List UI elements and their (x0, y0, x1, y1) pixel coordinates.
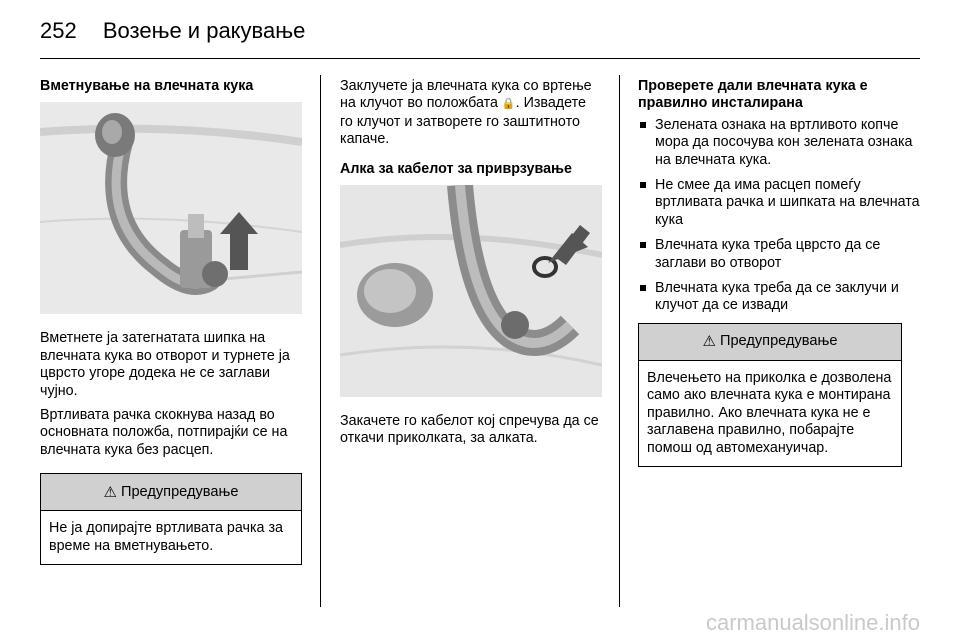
list-item (638, 177, 920, 229)
warning-title-text: Предупредување (120, 483, 239, 500)
check-list (638, 117, 920, 315)
list-item (638, 237, 920, 272)
paragraph-insert-2: Вртливата рачка скокнува назад во основната положба, потпирајќи се на влечната кука без расцеп. (40, 407, 288, 458)
header-rule (40, 58, 920, 59)
paragraph-remove-key: Извадете го клучот и затворете го заштитното капаче. (340, 95, 586, 148)
warning-box-1 (40, 473, 302, 565)
paragraph-lock-text: Заклучете ја влечната кука со вртење на клучот во положбата (340, 78, 592, 112)
paragraph-attach-cable: Закачете го кабелот кој спречува да се откачи приколката, за алката. (340, 413, 599, 447)
warning-icon: ⚠ (103, 483, 117, 501)
page-number: 252 (40, 18, 77, 43)
column-2 (340, 78, 602, 455)
column-1 (40, 78, 302, 565)
list-item (638, 280, 920, 315)
bullet-square-icon (640, 285, 646, 291)
bullet-square-icon (640, 122, 646, 128)
figure-tow-hook-insertion (40, 102, 302, 314)
page-header (40, 18, 305, 44)
paragraph-lock-end: . (515, 95, 520, 112)
warning-title (41, 474, 301, 511)
list-item-text: Не смее да има расцеп помеѓу вртливата рачка и шипката на влечната кука (655, 177, 920, 228)
column-3 (638, 78, 920, 467)
lock-position-icon: 🔒 (501, 98, 516, 111)
column-divider-2 (619, 75, 620, 607)
paragraph-insert-1: Вметнете ја затегнатата шипка на влечната кука во отворот и турнете ја цврсто угоре додека не се заглави чујно. (40, 330, 290, 399)
section-heading-eyelet: Алка за кабелот за приврзување (340, 160, 572, 177)
section-heading-insert: Вметнување на влечната кука (40, 78, 254, 94)
warning-title-text: Предупредување (719, 333, 838, 350)
warning-icon: ⚠ (702, 333, 716, 351)
page-title: Возење и ракување (102, 18, 306, 43)
warning-text: Не ја допирајте вртливата рачка за време на вметнувањето. (49, 520, 283, 554)
paragraph-lock (340, 78, 602, 149)
bullet-square-icon (640, 182, 646, 188)
list-item-text: Влечната кука треба цврсто да се заглави во отворот (655, 237, 881, 271)
watermark: carmanualsonline.info (705, 610, 920, 635)
section-heading-check: Проверете дали влечната кука е правилно инсталирана (638, 78, 868, 112)
list-item-text: Влечната кука треба да се заклучи и клучот да се извади (655, 280, 899, 314)
column-divider-1 (320, 75, 321, 607)
list-item-text: Зелената ознака на вртливото копче мора да посочува кон зелената ознака на влечната кука. (655, 116, 913, 168)
list-item (638, 117, 920, 169)
warning-title (639, 324, 901, 361)
warning-text: Влечењето на приколка е дозволена само ако влечната кука е монтирана правилно. Ако влечната кука не е заглавена правилно, побарајте помош од автомехануичар. (647, 369, 892, 456)
warning-box-2 (638, 323, 902, 467)
bullet-square-icon (640, 242, 646, 248)
figure-cable-eyelet (340, 185, 602, 397)
